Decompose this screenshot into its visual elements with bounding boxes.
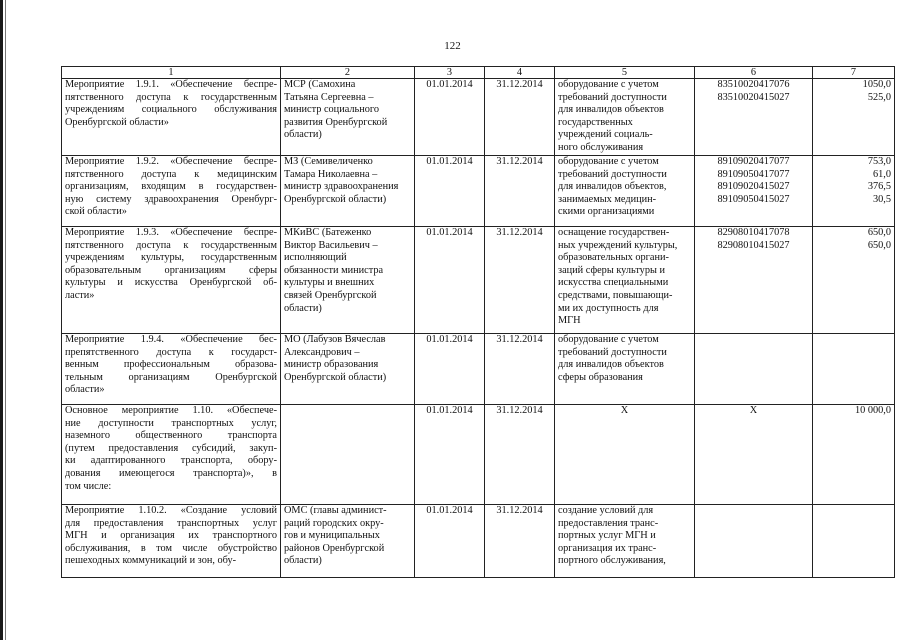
table-row [62, 227, 895, 334]
activity-name-cell-line: обслуживания, в том числе обустройство [65, 542, 277, 554]
budget-code-cell-line: 82908010415027 [717, 239, 790, 251]
activity-name-cell [62, 405, 281, 505]
responsible-executor-cell-line: Татьяна Сергеевна – [284, 91, 374, 103]
expected-result-cell-line: ных учреждений культуры, [558, 239, 678, 251]
end-date-cell: 31.12.2014 [485, 156, 555, 227]
budget-code-cell [695, 505, 813, 578]
responsible-executor-cell-line: МЗ (Семивеличенко [284, 156, 373, 167]
table-row [62, 79, 895, 156]
end-date-cell: 31.12.2014 [485, 79, 555, 156]
expected-result-cell-line: портных услуг МГН и [558, 530, 656, 542]
responsible-executor-cell-line: Тамара Николаевна – [284, 168, 378, 180]
activity-name-cell-line: Мероприятие 1.9.4. «Обеспечение бес- [65, 334, 277, 345]
activity-name-cell-line: культуры и искусства Оренбургской об- [65, 277, 277, 289]
expected-result-cell-line: оборудование с учетом [558, 79, 659, 90]
responsible-executor-cell-line: министр социального [284, 104, 379, 116]
responsible-executor-cell-line: обязанности министра [284, 264, 384, 276]
header-cell: 4 [485, 67, 555, 79]
activity-name-cell [62, 505, 281, 578]
activity-name-cell-line: Мероприятие 1.9.3. «Обеспечение беспре- [65, 227, 277, 238]
responsible-executor-cell [281, 156, 415, 227]
activity-name-cell-line: Мероприятие 1.9.1. «Обеспечение беспре- [65, 79, 277, 90]
activity-name-cell [62, 79, 281, 156]
funding-amount-cell [813, 405, 895, 505]
responsible-executor-cell-line: гов и муниципальных [284, 530, 380, 542]
funding-amount-cell-line: 1050,0 [862, 79, 891, 90]
budget-code-cell [695, 79, 813, 156]
responsible-executor-cell-line: культуры и внешних [284, 277, 375, 289]
funding-amount-cell-line: 61,0 [872, 168, 891, 180]
scan-border-line [5, 0, 6, 640]
responsible-executor-cell-line: раций городских окру- [284, 517, 384, 529]
activity-name-cell-line: препятственного доступа к государст- [65, 346, 277, 358]
budget-code-cell [695, 156, 813, 227]
responsible-executor-cell-line: министр здравоохранения [284, 181, 399, 193]
funding-amount-cell-line: 650,0 [867, 239, 891, 251]
expected-result-cell-line: оснащение государствен- [558, 227, 670, 238]
activity-name-cell-line: образовательным организациям сферы [65, 264, 277, 276]
activity-name-cell-line: ную систему здравоохранения Оренбург- [65, 193, 277, 205]
table-row [62, 405, 895, 505]
responsible-executor-cell-line: Александрович – [284, 346, 360, 358]
funding-amount-cell-line: 525,0 [867, 91, 891, 103]
activity-name-cell-line: (путем предоставления субсидий, закуп- [65, 442, 277, 454]
activity-name-cell-line: организациям, входящим в государствен- [65, 181, 277, 193]
activity-name-cell-line: пятственного доступа к медицинским [65, 168, 277, 180]
expected-result-cell-line: ного обслуживания [558, 141, 644, 153]
responsible-executor-cell [281, 405, 415, 505]
expected-result-cell [555, 79, 695, 156]
responsible-executor-cell-line: Виктор Васильевич – [284, 239, 378, 251]
responsible-executor-cell-line: области) [284, 555, 322, 567]
responsible-executor-cell-line: Оренбургской области) [284, 193, 387, 205]
responsible-executor-cell-line: связей Оренбургской [284, 289, 377, 301]
expected-result-cell-line: ми их доступность для [558, 302, 659, 314]
program-activities-table [61, 66, 895, 578]
funding-amount-cell-line: 650,0 [867, 227, 891, 238]
page-number: 122 [444, 40, 461, 52]
budget-code-cell-line: 89109020417077 [717, 156, 790, 167]
expected-result-cell-line: сферы образования [558, 371, 643, 383]
expected-result-cell-line: требований доступности [558, 91, 667, 103]
end-date-cell: 31.12.2014 [485, 505, 555, 578]
responsible-executor-cell-line: области) [284, 302, 322, 314]
activity-name-cell-line: дования имеющегося транспорта)», в [65, 467, 277, 479]
table-header-row [62, 67, 895, 79]
expected-result-cell [555, 334, 695, 405]
expected-result-cell-line: государственных [558, 116, 633, 128]
responsible-executor-cell-line: министр образования [284, 359, 379, 371]
activity-name-cell-line: тельным организациям Оренбургской [65, 371, 277, 383]
header-cell: 6 [695, 67, 813, 79]
expected-result-cell-line: создание условий для [558, 505, 654, 516]
expected-result-cell-line: предоставления транс- [558, 517, 659, 529]
header-cell: 2 [281, 67, 415, 79]
expected-result-cell-line: организация их транс- [558, 542, 657, 554]
funding-amount-cell [813, 334, 895, 405]
responsible-executor-cell-line: ОМС (главы админист- [284, 505, 387, 516]
responsible-executor-cell-line: области) [284, 129, 322, 141]
header-cell: 5 [555, 67, 695, 79]
activity-name-cell-line: пятственного доступа к государственным [65, 91, 277, 103]
funding-amount-cell [813, 79, 895, 156]
expected-result-cell-line: портного обслуживания, [558, 555, 666, 567]
responsible-executor-cell-line: МО (Лабузов Вячеслав [284, 334, 386, 345]
expected-result-cell [555, 505, 695, 578]
expected-result-cell-line: средствами, повышающи- [558, 289, 673, 301]
activity-name-cell [62, 334, 281, 405]
activity-name-cell [62, 227, 281, 334]
responsible-executor-cell [281, 334, 415, 405]
start-date-cell: 01.01.2014 [415, 79, 485, 156]
funding-amount-cell-line: 376,5 [867, 181, 891, 193]
budget-code-cell-line: 89109050415027 [717, 193, 790, 205]
end-date-cell: 31.12.2014 [485, 334, 555, 405]
header-cell: 3 [415, 67, 485, 79]
expected-result-cell-line: заций сферы культуры и [558, 264, 665, 276]
budget-code-cell-line: 83510020415027 [717, 91, 790, 103]
start-date-cell: 01.01.2014 [415, 156, 485, 227]
funding-amount-cell [813, 227, 895, 334]
activity-name-cell-line: ние доступности транспортных услуг, [65, 417, 277, 429]
header-cell: 1 [62, 67, 281, 79]
activity-name-cell-line: МГН и организация их транспортного [65, 530, 277, 542]
expected-result-cell-line: скими организациями [558, 206, 655, 218]
end-date-cell: 31.12.2014 [485, 405, 555, 505]
funding-amount-cell-line: 753,0 [867, 156, 891, 167]
funding-amount-cell [813, 505, 895, 578]
expected-result-cell: Х [555, 405, 695, 505]
expected-result-cell-line: учреждений социаль- [558, 129, 653, 141]
expected-result-cell-line: для инвалидов объектов [558, 359, 664, 371]
expected-result-cell-line: требований доступности [558, 346, 667, 358]
activity-name-cell-line: ласти» [65, 289, 95, 301]
budget-code-cell [695, 334, 813, 405]
activity-name-cell [62, 156, 281, 227]
activity-name-cell-line: том числе: [65, 480, 112, 492]
expected-result-cell [555, 156, 695, 227]
end-date-cell: 31.12.2014 [485, 227, 555, 334]
activity-name-cell-line: для предоставления транспортных услуг [65, 517, 277, 529]
table-row [62, 334, 895, 405]
header-cell: 7 [813, 67, 895, 79]
expected-result-cell-line: оборудование с учетом [558, 334, 659, 345]
start-date-cell: 01.01.2014 [415, 405, 485, 505]
activity-name-cell-line: Оренбургской области» [65, 116, 169, 128]
start-date-cell: 01.01.2014 [415, 334, 485, 405]
activity-name-cell-line: ской области» [65, 206, 127, 218]
expected-result-cell [555, 227, 695, 334]
budget-code-cell: Х [695, 405, 813, 505]
responsible-executor-cell-line: Оренбургской области) [284, 371, 387, 383]
funding-amount-cell-line: 10 000,0 [854, 405, 891, 416]
activity-name-cell-line: ки адаптированного транспорта, обору- [65, 455, 277, 467]
expected-result-cell-line: для инвалидов объектов [558, 104, 664, 116]
budget-code-cell [695, 227, 813, 334]
expected-result-cell-line: требований доступности [558, 168, 667, 180]
responsible-executor-cell [281, 227, 415, 334]
responsible-executor-cell-line: исполняющий [284, 252, 347, 264]
activity-name-cell-line: Мероприятие 1.10.2. «Создание условий [65, 505, 277, 516]
start-date-cell: 01.01.2014 [415, 227, 485, 334]
budget-code-cell-line: 82908010417078 [717, 227, 790, 238]
start-date-cell: 01.01.2014 [415, 505, 485, 578]
expected-result-cell-line: оборудование с учетом [558, 156, 659, 167]
budget-code-cell-line: 83510020417076 [717, 79, 790, 90]
activity-name-cell-line: учреждениям социального обслуживания [65, 104, 277, 116]
activity-name-cell-line: области» [65, 384, 105, 396]
budget-code-cell-line: 89109050417077 [717, 168, 790, 180]
table-row [62, 156, 895, 227]
budget-code-cell-line: 89109020415027 [717, 181, 790, 193]
responsible-executor-cell-line: районов Оренбургской [284, 542, 385, 554]
activity-name-cell-line: пятственного доступа к государственным [65, 239, 277, 251]
activity-name-cell-line: учреждениям культуры, государственным [65, 252, 277, 264]
expected-result-cell-line: МГН [558, 315, 581, 327]
responsible-executor-cell-line: развития Оренбургской [284, 116, 388, 128]
expected-result-cell-line: для инвалидов объектов, [558, 181, 667, 193]
funding-amount-cell [813, 156, 895, 227]
table-row [62, 505, 895, 578]
activity-name-cell-line: Мероприятие 1.9.2. «Обеспечение беспре- [65, 156, 277, 167]
responsible-executor-cell-line: МКиВС (Батеженко [284, 227, 372, 238]
responsible-executor-cell [281, 505, 415, 578]
responsible-executor-cell [281, 79, 415, 156]
activity-name-cell-line: венным профессиональным образова- [65, 359, 277, 371]
scan-border [0, 0, 3, 640]
expected-result-cell-line: образовательных органи- [558, 252, 669, 264]
responsible-executor-cell-line: МСР (Самохина [284, 79, 356, 90]
expected-result-cell-line: искусства специальными [558, 277, 669, 289]
activity-name-cell-line: пешеходных коммуникаций и зон, обу- [65, 555, 237, 567]
activity-name-cell-line: Основное мероприятие 1.10. «Обеспече- [65, 405, 277, 416]
activity-name-cell-line: наземного общественного транспорта [65, 430, 277, 442]
funding-amount-cell-line: 30,5 [872, 193, 891, 205]
expected-result-cell-line: занимаемых медицин- [558, 193, 657, 205]
